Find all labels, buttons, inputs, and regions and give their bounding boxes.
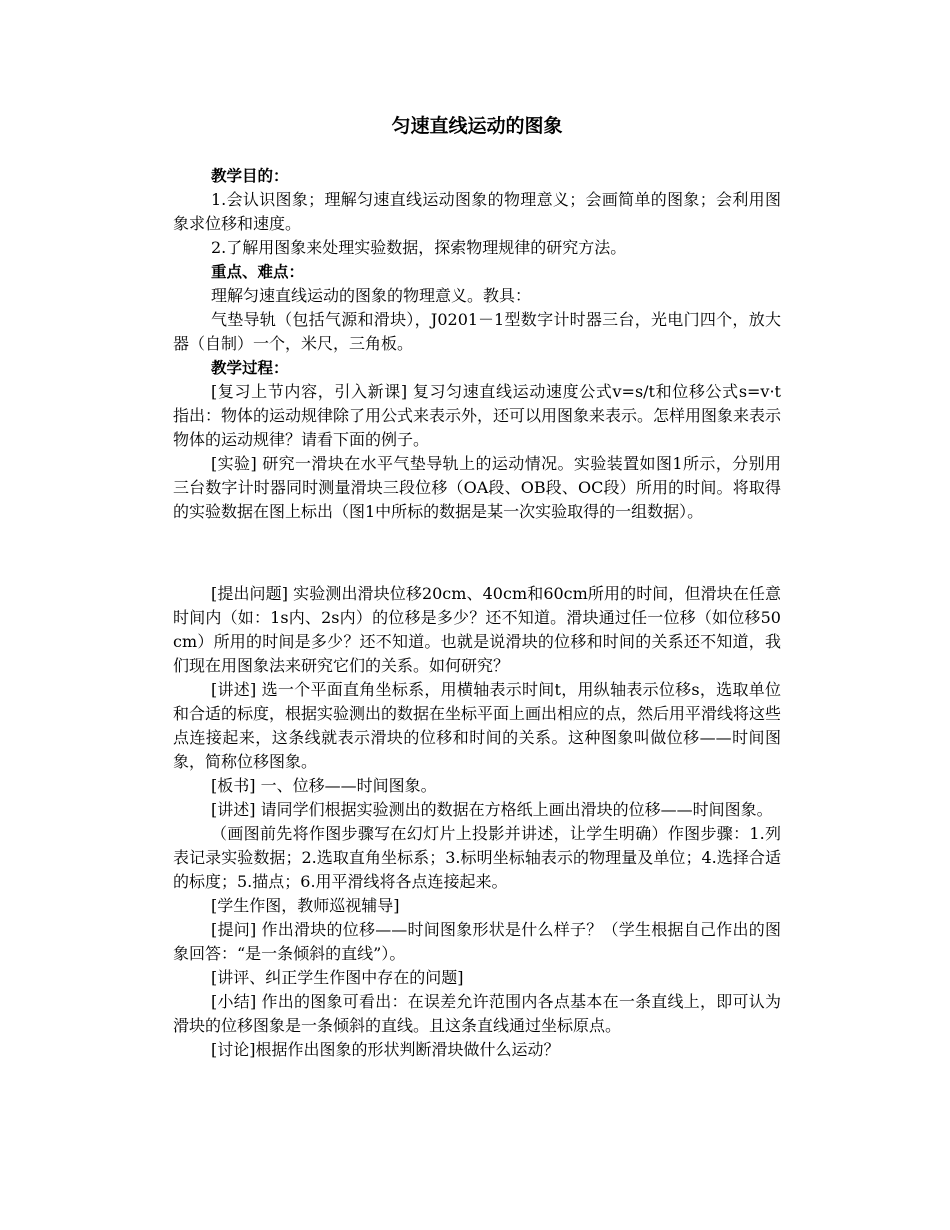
document-title: 匀速直线运动的图象 bbox=[391, 115, 563, 137]
document-body bbox=[173, 164, 781, 1062]
section-heading: 教学目的： bbox=[211, 167, 289, 185]
document-page bbox=[173, 110, 781, 1062]
section-heading: 重点、难点： bbox=[211, 263, 305, 281]
paragraph: [复习上节内容，引入新课] 复习匀速直线运动速度公式v=s/t和位移公式s=v·t 指出：物体的运动规律除了用公式来表示外，还可以用图象来表示。怎样用图象来表示物体的运动规律？请看下面的例子。 bbox=[173, 382, 782, 449]
paragraph: [讲述] 请同学们根据实验测出的数据在方格纸上画出滑块的位移——时间图象。 bbox=[211, 800, 773, 819]
paragraph: [提出问题] 实验测出滑块位移20cm、40cm和60cm所用的时间，但滑块在任意时间内（如：1s内、2s内）的位移是多少？还不知道。滑块通过任一位移（如位移50cm）所用的时间是多少？还不知道。也就是说滑块的位移和时间的关系还不知道，我们现在用图象法来研究它们的关系。如何研究？ bbox=[173, 584, 781, 675]
section-heading: 教学过程： bbox=[211, 359, 289, 377]
paragraph: [讨论]根据作出图象的形状判断滑块做什么运动？ bbox=[211, 1040, 560, 1059]
paragraph: [讲评、纠正学生作图中存在的问题] bbox=[211, 968, 464, 987]
paragraph: [实验] 研究一滑块在水平气垫导轨上的运动情况。实验装置如图1所示，分别用三台数字计时器同时测量滑块三段位移（OA段、OB段、OC段）所用的时间。将取得的实验数据在图上标出（图1中所标的数据是某一次实验取得的一组数据）。 bbox=[173, 454, 781, 521]
paragraph: 气垫导轨（包括气源和滑块），J0201－1型数字计时器三台，光电门四个，放大器（自制）一个，米尺，三角板。 bbox=[173, 310, 781, 353]
paragraph: 2.了解用图象来处理实验数据，探索物理规律的研究方法。 bbox=[211, 238, 627, 257]
paragraph: （画图前先将作图步骤写在幻灯片上投影并讲述，让学生明确）作图步骤：1.列表记录实验数据；2.选取直角坐标系；3.标明坐标轴表示的物理量及单位；4.选择合适的标度；5.描点；6.用平滑线将各点连接起来。 bbox=[173, 824, 781, 891]
paragraph: 1.会认识图象；理解匀速直线运动图象的物理意义；会画简单的图象；会利用图象求位移和速度。 bbox=[173, 190, 781, 233]
paragraph: [提问] 作出滑块的位移——时间图象形状是什么样子？（学生根据自己作出的图象回答：“是一条倾斜的直线”）。 bbox=[173, 920, 781, 963]
paragraph: 理解匀速直线运动的图象的物理意义。教具： bbox=[211, 286, 532, 305]
paragraph: [讲述] 选一个平面直角坐标系，用横轴表示时间t，用纵轴表示位移s，选取单位和合适的标度，根据实验测出的数据在坐标平面上画出相应的点，然后用平滑线将这些点连接起来，这条线就表示滑块的位移和时间的关系。这种图象叫做位移——时间图象，简称位移图象。 bbox=[173, 680, 782, 771]
paragraph: [板书] 一、位移——时间图象。 bbox=[211, 776, 437, 795]
paragraph: [学生作图，教师巡视辅导] bbox=[211, 896, 400, 915]
paragraph-gap bbox=[173, 540, 781, 566]
paragraph: [小结] 作出的图象可看出：在误差允许范围内各点基本在一条直线上，即可认为滑块的位移图象是一条倾斜的直线。且这条直线通过坐标原点。 bbox=[173, 992, 781, 1035]
